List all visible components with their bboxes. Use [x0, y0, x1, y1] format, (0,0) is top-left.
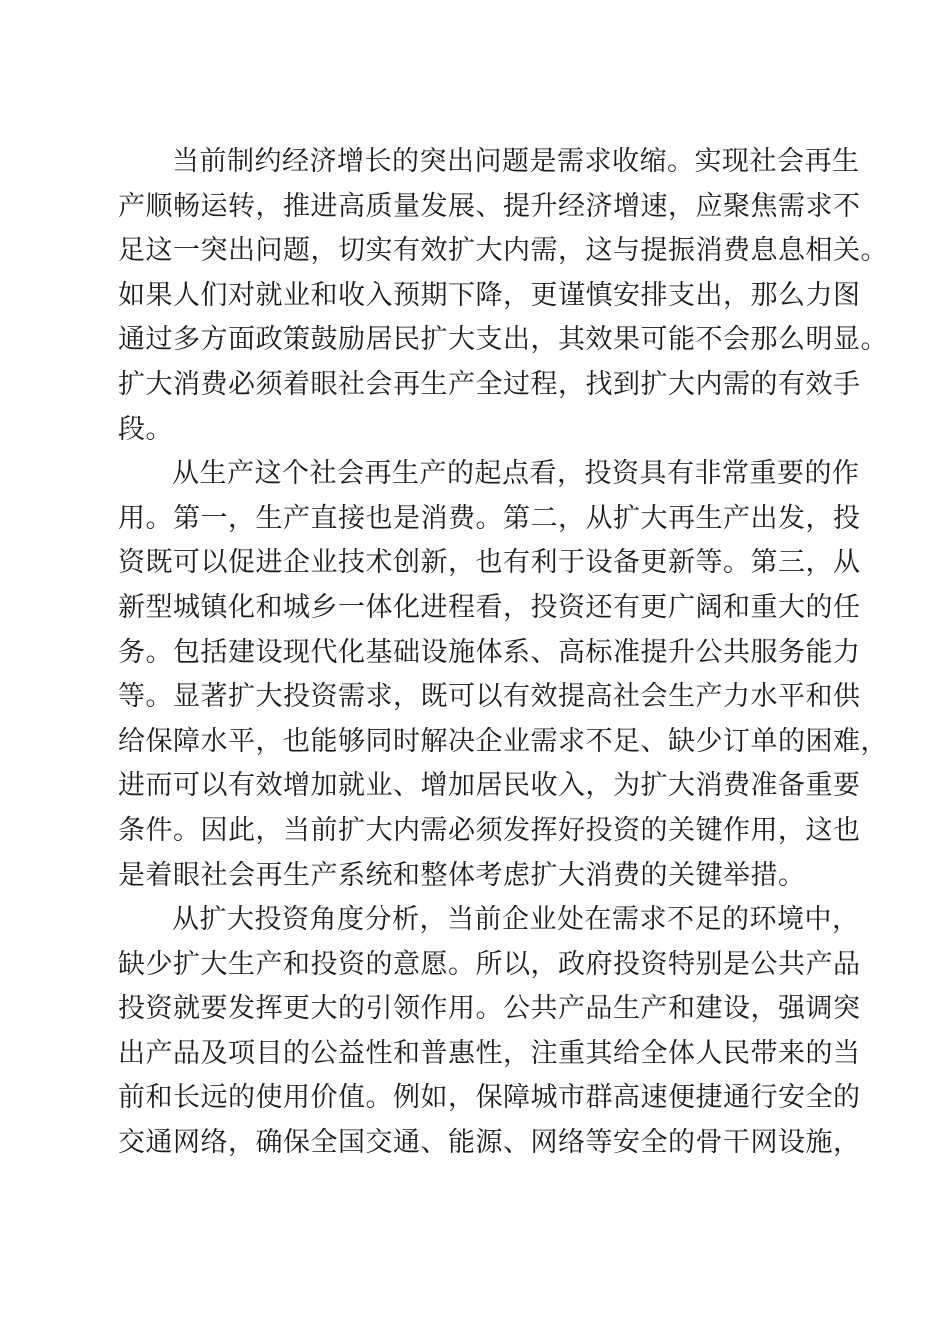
- text-line: 务。包括建设现代化基础设施体系、高标准提升公共服务能力: [118, 636, 861, 668]
- body-text: [118, 140, 888, 1166]
- text-line: 扩大消费必须着眼社会再生产全过程，找到扩大内需的有效手: [118, 368, 861, 400]
- text-line: 投资就要发挥更大的引领作用。公共产品生产和建设，强调突: [118, 993, 861, 1025]
- text-line: 进而可以有效增加就业、增加居民收入，为扩大消费准备重要: [118, 770, 861, 802]
- text-line: 从生产这个社会再生产的起点看，投资具有非常重要的作: [172, 458, 860, 490]
- text-line: 产顺畅运转，推进高质量发展、提升经济增速，应聚焦需求不: [118, 190, 861, 222]
- text-line: 交通网络，确保全国交通、能源、网络等安全的骨干网设施，: [118, 1127, 861, 1159]
- text-line: 从扩大投资角度分析，当前企业处在需求不足的环境中，: [172, 904, 860, 936]
- text-line: 段。: [118, 413, 173, 445]
- paragraph-1: [118, 140, 888, 452]
- text-line: 等。显著扩大投资需求，既可以有效提高社会生产力水平和供: [118, 681, 861, 713]
- paragraph-3: [118, 898, 861, 1166]
- text-line: 缺少扩大生产和投资的意愿。所以，政府投资特别是公共产品: [118, 948, 861, 980]
- text-line: 资既可以促进企业技术创新，也有利于设备更新等。第三，从: [118, 547, 861, 579]
- text-line: 如果人们对就业和收入预期下降，更谨慎安排支出，那么力图: [118, 279, 861, 311]
- text-line: 当前制约经济增长的突出问题是需求收缩。实现社会再生: [172, 146, 860, 177]
- text-line: 是着眼社会再生产系统和整体考虑扩大消费的关键举措。: [118, 859, 806, 891]
- text-line: 通过多方面政策鼓励居民扩大支出，其效果可能不会那么明显。: [118, 324, 888, 356]
- text-line: 用。第一，生产直接也是消费。第二，从扩大再生产出发，投: [118, 502, 861, 534]
- paragraph-2: [118, 452, 888, 898]
- text-line: 条件。因此，当前扩大内需必须发挥好投资的关键作用，这也: [118, 814, 861, 846]
- text-line: 出产品及项目的公益性和普惠性，注重其给全体人民带来的当: [118, 1037, 861, 1069]
- text-line: 足这一突出问题，切实有效扩大内需，这与提振消费息息相关。: [118, 235, 888, 267]
- text-line: 给保障水平，也能够同时解决企业需求不足、缺少订单的困难，: [118, 725, 888, 757]
- text-line: 前和长远的使用价值。例如，保障城市群高速便捷通行安全的: [118, 1082, 861, 1114]
- text-line: 新型城镇化和城乡一体化进程看，投资还有更广阔和重大的任: [118, 591, 861, 623]
